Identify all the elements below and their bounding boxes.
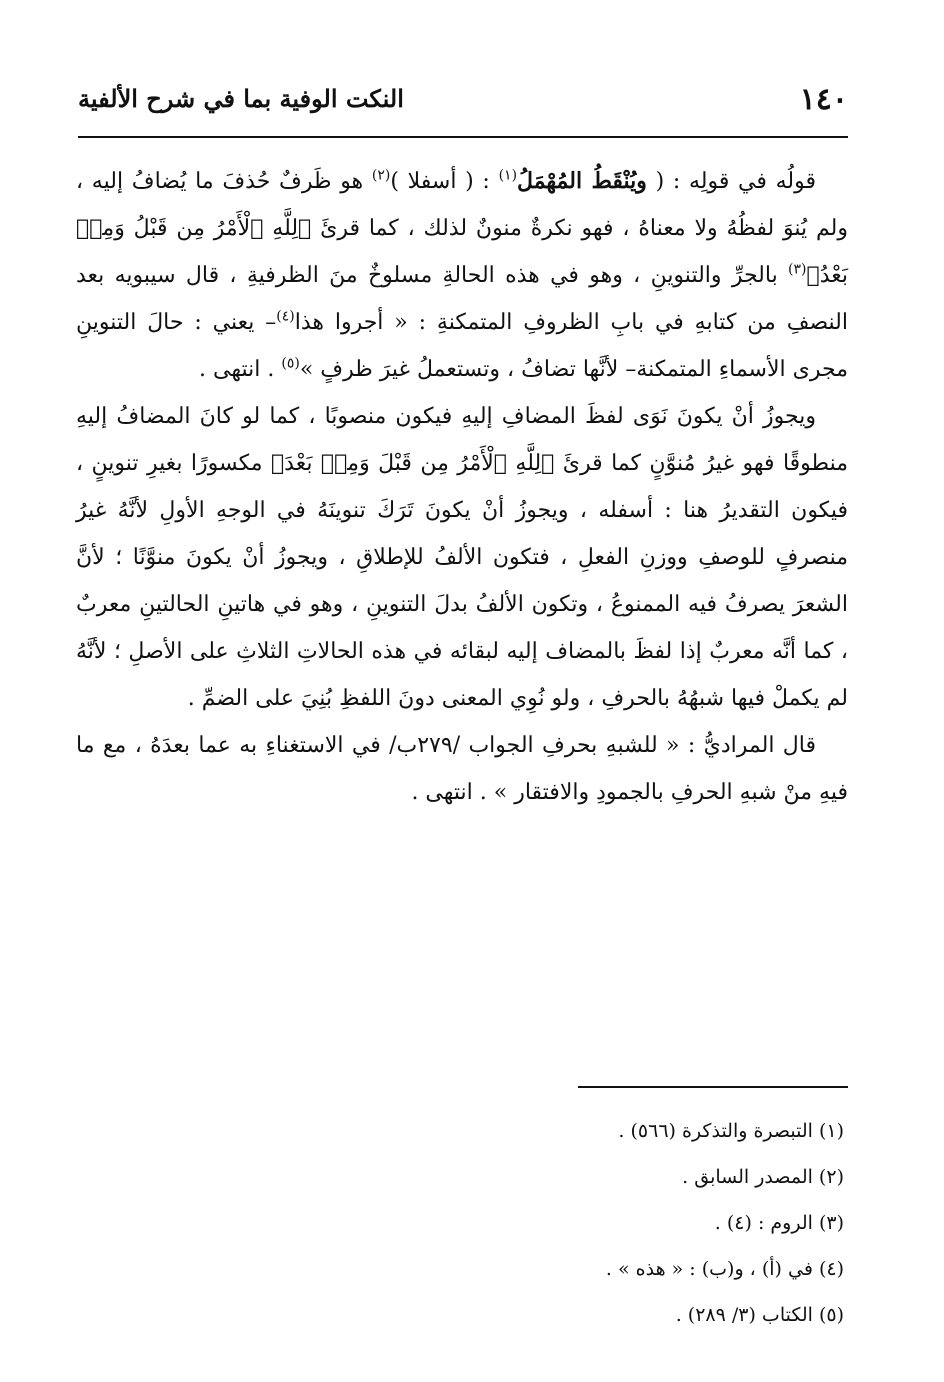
p1-text-1: قولُه في قولِه : ( (646, 169, 816, 194)
footnote-ref-4: (٤) (276, 308, 295, 325)
p1-text-3: هو ظَرفٌ حُذفَ ما يُضافُ إليه ، ولم يُنوَ لفظُهُ ولا معناهُ ، فهو نكرةٌ منونٌ لذلك ، كما قرئَ ﴿لِلَّهِ ٱلْأَمْرُ مِن قَبْلُ وَمِنۢ بَعْدُ﴾ (76, 169, 848, 288)
p1-text-6: . انتهى . (199, 357, 282, 382)
footnote-2: (٢) المصدر السابق . (682, 1166, 844, 1188)
paragraph-2: ويجوزُ أنْ يكونَ نَوَى لفظَ المضافِ إليهِ فيكون منصوبًا ، كما لو كانَ المضافُ إليهِ منطوقًا فهو غيرُ مُنوَّنٍ كما قرئَ ﴿لِلَّهِ ٱلْأَمْرُ مِن قَبْلَ وَمِنۢ بَعْدَ﴾ مكسورًا بغيرِ تنوينٍ ، فيكون التقديرُ هنا : أسفله ، ويجوزُ أنْ يكونَ تَرَكَ تنوينَهُ في الوجهِ الأولِ لأنَّهُ غيرُ منصرفٍ للوصفِ ووزنِ الفعلِ ، فتكون الألفُ للإطلاقِ ، ويجوزُ أنْ يكونَ منوَّنًا ؛ لأنَّ الشعرَ يصرفُ فيه الممنوعُ ، وتكون الألفُ بدلَ التنوينِ ، وهو في هاتينِ الحالتينِ معربٌ ، كما أنَّه معربٌ إذا لفظَ بالمضاف إليه لبقائه في هذه الحالاتِ الثلاثِ على الأصلِ ؛ لأنَّهُ لم يكملْ فيها شبهُهُ بالحرفِ ، ولو نُوِي المعنى دونَ اللفظِ بُنِيَ على الضمِّ . (76, 404, 848, 711)
footnote-3: (٣) الروم : (٤) . (714, 1212, 844, 1234)
paragraph-3: قال المراديُّ : « للشبهِ بحرفِ الجواب /٢٧٩ب/ في الاستغناءِ به عما بعدَهُ ، مع ما فيهِ منْ شبهِ الحرفِ بالجمودِ والافتقار » . انتهى . (76, 733, 848, 805)
header-rule (78, 136, 848, 138)
running-header (78, 78, 848, 126)
footnote-5: (٥) الكتاب (٣/ ٢٨٩) . (675, 1304, 844, 1326)
quoted-verse-phrase: ويُنْقَطُ المُهْمَلُ (517, 168, 647, 194)
p1-text-4: بالجرِّ والتنوينِ ، وهو في هذه الحالةِ مسلوخٌ منَ الظرفيةِ ، قال سيبويه بعد النصفِ من كتابهِ في بابِ الظروفِ المتمكنةِ : « أجروا هذا (76, 263, 848, 335)
footnote-1: (١) التبصرة والتذكرة (٥٦٦) . (618, 1120, 844, 1142)
footnote-rule (578, 1086, 848, 1088)
p1-text-5: – يعني : حالَ التنوينِ مجرى الأسماءِ المتمكنة– لأنَّها تضافُ ، وتستعملُ غيرَ ظرفٍ » (76, 310, 848, 382)
footnote-ref-5: (٥) (281, 355, 300, 372)
paragraph-1 (76, 158, 848, 393)
footnote-4: (٤) في (أ) ، و(ب) : « هذه » . (605, 1258, 844, 1280)
footnotes (300, 1108, 844, 1338)
p1-text-2: : ( أسفلا ) (390, 169, 499, 194)
main-text (76, 158, 848, 816)
footnote-ref-1: (١) (498, 167, 518, 184)
footnote-ref-3: (٣) (788, 261, 807, 278)
footnote-ref-2: (٢) (371, 167, 391, 184)
running-title: النكت الوفية بما في شرح الألفية (78, 84, 404, 113)
page-number: ١٤٠ (799, 82, 848, 117)
